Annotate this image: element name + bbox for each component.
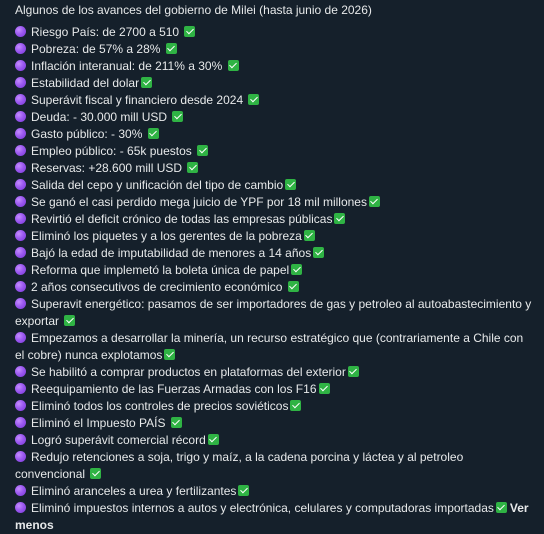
purple-circle-icon <box>15 128 26 139</box>
list-item-text: 2 años consecutivos de crecimiento económico <box>31 280 283 294</box>
check-mark-icon <box>313 247 324 258</box>
check-mark-icon <box>228 60 239 71</box>
list-item-text: Reservas: +28.600 mill USD <box>31 161 183 175</box>
list-item <box>15 126 534 143</box>
check-mark-icon <box>290 400 301 411</box>
list-item-text: Reequipamiento de las Fuerzas Armadas con los F16 <box>31 382 317 396</box>
post-title: Algunos de los avances del gobierno de Milei (hasta junio de 2026) <box>15 3 372 17</box>
list-item <box>15 41 534 58</box>
list-item-text: Eliminó impuestos internos a autos y electrónica, celulares y computadoras importadas <box>31 501 494 515</box>
list-item <box>15 211 534 228</box>
check-mark-icon <box>285 179 296 190</box>
check-mark-icon <box>64 315 75 326</box>
check-mark-icon <box>166 43 177 54</box>
list-item-text: Gasto público: - 30% <box>31 127 143 141</box>
purple-circle-icon <box>15 434 26 445</box>
list-item-text: Superávit fiscal y financiero desde 2024 <box>31 93 244 107</box>
check-mark-icon <box>184 26 195 37</box>
purple-circle-icon <box>15 417 26 428</box>
check-mark-icon <box>334 213 345 224</box>
check-mark-icon <box>291 264 302 275</box>
purple-circle-icon <box>15 94 26 105</box>
list-item <box>15 109 534 126</box>
check-mark-icon <box>304 230 315 241</box>
purple-circle-icon <box>15 196 26 207</box>
purple-circle-icon <box>15 145 26 156</box>
list-item <box>15 194 534 211</box>
list-item-text: Riesgo País: de 2700 a 510 <box>31 25 180 39</box>
list-item-text: Empleo público: - 65k puestos <box>31 144 192 158</box>
check-mark-icon <box>141 77 152 88</box>
purple-circle-icon <box>15 332 26 343</box>
list-item-text: Empezamos a desarrollar la minería, un recurso estratégico que (contrariamente a Chile con el cobre) nunca explotamos <box>15 331 524 362</box>
check-mark-icon <box>319 383 330 394</box>
purple-circle-icon <box>15 383 26 394</box>
check-mark-icon <box>90 468 101 479</box>
achievements-list <box>15 24 534 534</box>
list-item-text: Eliminó aranceles a urea y fertilizantes <box>31 484 237 498</box>
list-item <box>15 279 534 296</box>
list-item-text: Revirtió el deficit crónico de todas las empresas públicas <box>31 212 333 226</box>
list-item <box>15 24 534 41</box>
list-item <box>15 432 534 449</box>
check-mark-icon <box>369 196 380 207</box>
purple-circle-icon <box>15 179 26 190</box>
list-item-text: Pobreza: de 57% a 28% <box>31 42 161 56</box>
list-item <box>15 330 534 364</box>
list-item-text: Estabilidad del dolar <box>31 76 140 90</box>
list-item <box>15 160 534 177</box>
list-item <box>15 58 534 75</box>
purple-circle-icon <box>15 111 26 122</box>
list-item <box>15 75 534 92</box>
list-item-text: Eliminó el Impuesto PAÍS <box>31 416 166 430</box>
check-mark-icon <box>187 162 198 173</box>
purple-circle-icon <box>15 298 26 309</box>
list-item <box>15 500 534 534</box>
purple-circle-icon <box>15 247 26 258</box>
list-item <box>15 449 534 483</box>
list-item-text: Deuda: - 30.000 mill USD <box>31 110 168 124</box>
list-item-text: Logró superávit comercial récord <box>31 433 206 447</box>
list-item <box>15 296 534 330</box>
list-item <box>15 364 534 381</box>
purple-circle-icon <box>15 77 26 88</box>
list-item-text: Superavit energético: pasamos de ser importadores de gas y petroleo al autoabastecimiento y exportar <box>15 297 532 328</box>
list-item <box>15 381 534 398</box>
list-item-text: Eliminó todos los controles de precios soviéticos <box>31 399 289 413</box>
purple-circle-icon <box>15 213 26 224</box>
check-mark-icon <box>496 502 507 513</box>
see-less-link[interactable]: Ver menos <box>15 501 529 532</box>
list-item <box>15 92 534 109</box>
list-item-text: Salida del cepo y unificación del tipo de cambio <box>31 178 284 192</box>
check-mark-icon <box>171 417 182 428</box>
list-item-text: Inflación interanual: de 211% a 30% <box>31 59 223 73</box>
list-item-text: Redujo retenciones a soja, trigo y maíz, a la cadena porcina y láctea y al petroleo convencional <box>15 450 464 481</box>
list-item <box>15 398 534 415</box>
list-item <box>15 245 534 262</box>
purple-circle-icon <box>15 366 26 377</box>
check-mark-icon <box>208 434 219 445</box>
list-item-text: Bajó la edad de imputabilidad de menores a 14 años <box>31 246 312 260</box>
list-item-text: Reforma que implemetó la boleta única de papel <box>31 263 290 277</box>
purple-circle-icon <box>15 451 26 462</box>
purple-circle-icon <box>15 281 26 292</box>
purple-circle-icon <box>15 485 26 496</box>
purple-circle-icon <box>15 60 26 71</box>
list-item <box>15 262 534 279</box>
list-item <box>15 143 534 160</box>
check-mark-icon <box>197 145 208 156</box>
purple-circle-icon <box>15 502 26 513</box>
purple-circle-icon <box>15 26 26 37</box>
list-item <box>15 228 534 245</box>
check-mark-icon <box>348 366 359 377</box>
purple-circle-icon <box>15 400 26 411</box>
list-item <box>15 415 534 432</box>
list-item-text: Eliminó los piquetes y a los gerentes de la pobreza <box>31 229 302 243</box>
list-item <box>15 483 534 500</box>
list-item <box>15 177 534 194</box>
check-mark-icon <box>248 94 259 105</box>
list-item-text: Se ganó el casi perdido mega juicio de YPF por 18 mil millones <box>31 195 367 209</box>
check-mark-icon <box>164 349 175 360</box>
check-mark-icon <box>172 111 183 122</box>
purple-circle-icon <box>15 230 26 241</box>
purple-circle-icon <box>15 162 26 173</box>
list-item-text: Se habilitó a comprar productos en plataformas del exterior <box>31 365 346 379</box>
check-mark-icon <box>148 128 159 139</box>
purple-circle-icon <box>15 43 26 54</box>
check-mark-icon <box>238 485 249 496</box>
check-mark-icon <box>288 281 299 292</box>
purple-circle-icon <box>15 264 26 275</box>
